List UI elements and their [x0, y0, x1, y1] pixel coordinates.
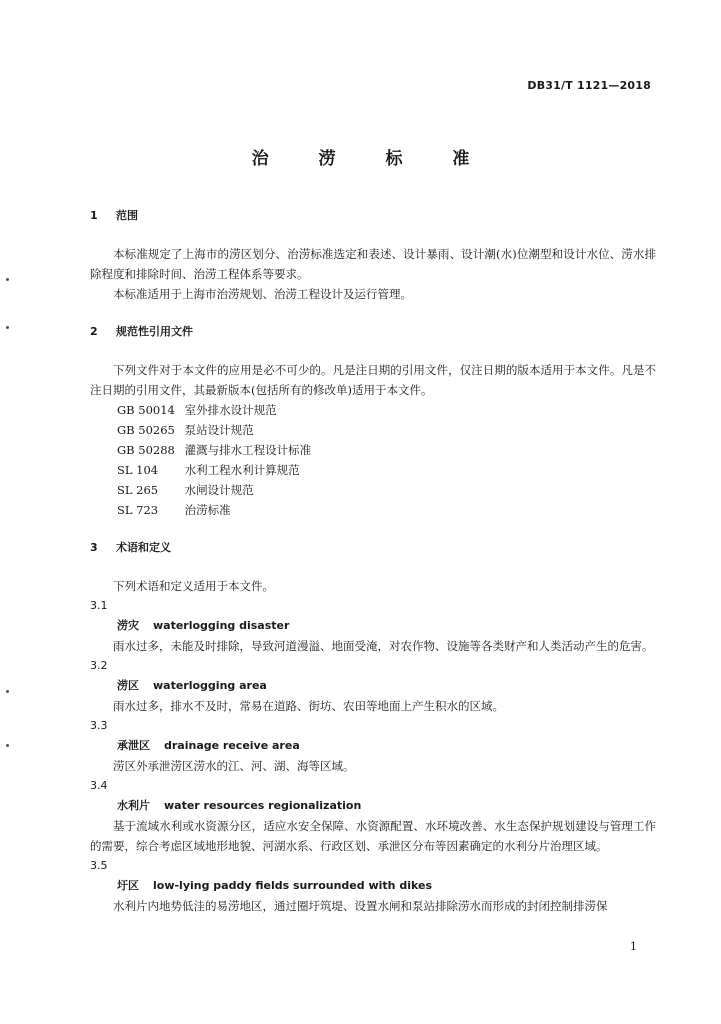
- terms-intro: 下列术语和定义适用于本文件。: [113, 579, 274, 593]
- term-heading: 水利片 water resources regionalization: [117, 799, 362, 812]
- margin-mark: [6, 278, 9, 281]
- term-number: 3.5: [90, 859, 108, 872]
- term-number: 3.2: [90, 659, 108, 672]
- standard-number: DB31/T 1121—2018: [527, 79, 651, 92]
- term-heading: 涝区 waterlogging area: [117, 679, 267, 692]
- term-number: 3.1: [90, 599, 108, 612]
- margin-mark: [6, 744, 9, 747]
- page-number: 1: [630, 940, 637, 953]
- references-intro: 下列文件对于本文件的应用是必不可少的。凡是注日期的引用文件，仅注日期的版本适用于本文件。凡是不注日期的引用文件，其最新版本(包括所有的修改单)适用于本文件。: [90, 363, 656, 397]
- reference-item: SL 265 水闸设计规范: [117, 483, 254, 497]
- term-heading: 涝灾 waterlogging disaster: [117, 619, 290, 632]
- term-heading: 承泄区 drainage receive area: [117, 739, 300, 752]
- section-heading-normative-references: 2 规范性引用文件: [90, 325, 193, 338]
- term-definition: 涝区外承泄涝区涝水的江、河、湖、海等区域。: [113, 759, 355, 773]
- reference-item: GB 50288 灌溉与排水工程设计标准: [117, 443, 312, 457]
- scope-paragraph: 本标准规定了上海市的涝区划分、治涝标准选定和表述、设计暴雨、设计潮(水)位潮型和设计水位、涝水排除程度和排除时间、治涝工程体系等要求。: [90, 247, 656, 281]
- term-definition: 基于流域水利或水资源分区，适应水安全保障、水资源配置、水环境改善、水生态保护规划建设与管理工作的需要，综合考虑区域地形地貌、河湖水系、行政区划、承泄区分布等因素确定的水利分片治理区域。: [90, 819, 656, 853]
- section-heading-terms: 3 术语和定义: [90, 541, 171, 554]
- reference-item: GB 50265 泵站设计规范: [117, 423, 254, 437]
- term-definition: 雨水过多，未能及时排除，导致河道漫溢、地面受淹，对农作物、设施等各类财产和人类活动产生的危害。: [113, 639, 654, 653]
- term-heading: 圩区 low-lying paddy fields surrounded with dikes: [117, 879, 432, 892]
- reference-item: SL 104 水利工程水利计算规范: [117, 463, 300, 477]
- document-title: 治 涝 标 准: [251, 149, 492, 169]
- term-number: 3.3: [90, 719, 108, 732]
- document-body: [90, 206, 656, 916]
- term-number: 3.4: [90, 779, 108, 792]
- reference-item: GB 50014 室外排水设计规范: [117, 403, 277, 417]
- scope-paragraph: 本标准适用于上海市治涝规划、治涝工程设计及运行管理。: [113, 287, 412, 301]
- term-definition: 水利片内地势低洼的易涝地区，通过圈圩筑堤、设置水闸和泵站排除涝水而形成的封闭控制排涝保: [113, 899, 608, 913]
- term-definition: 雨水过多，排水不及时，常易在道路、街坊、农田等地面上产生积水的区域。: [113, 699, 504, 713]
- section-heading-scope: 1 范围: [90, 209, 138, 222]
- reference-item: SL 723 治涝标准: [117, 503, 231, 517]
- margin-mark: [6, 326, 9, 329]
- margin-mark: [6, 690, 9, 693]
